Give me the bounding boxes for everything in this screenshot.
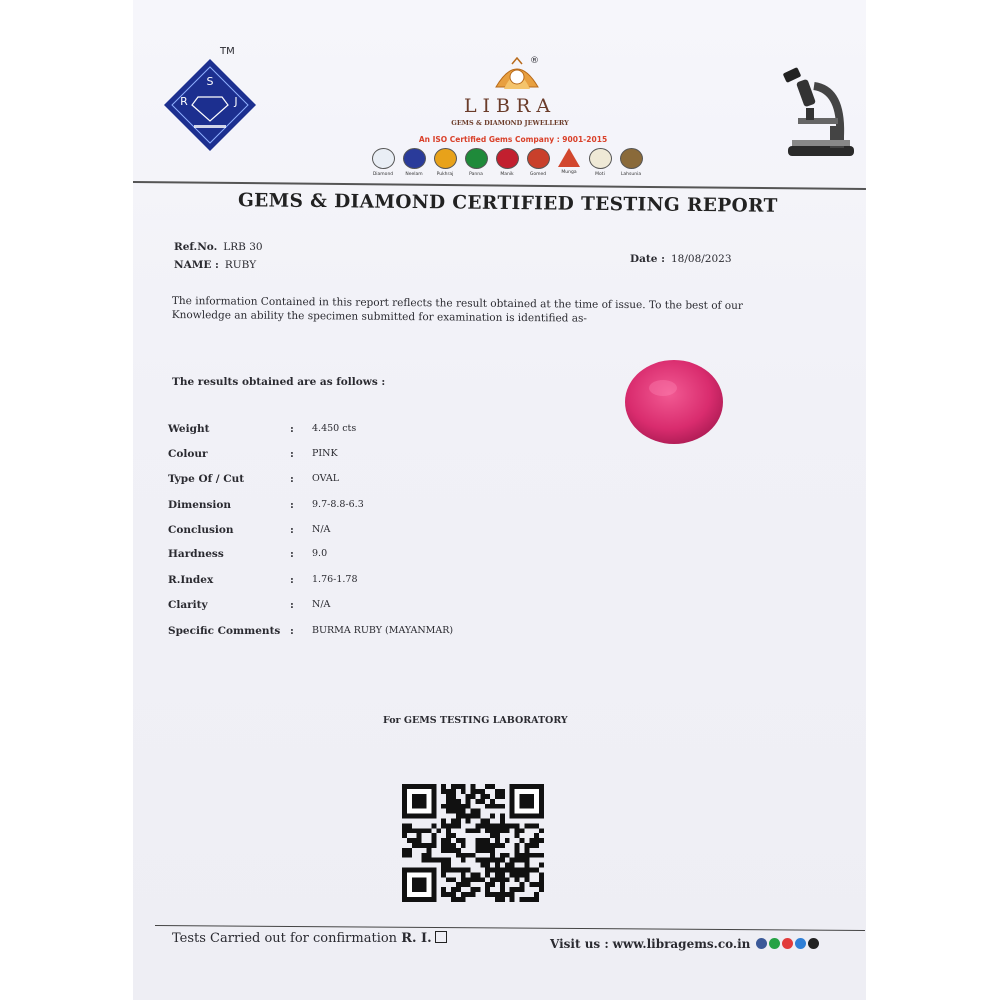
result-row-cut: Type Of / Cut : OVAL <box>168 473 340 485</box>
result-row-hardness: Hardness : 9.0 <box>168 548 328 560</box>
report-title: GEMS & DIAMOND CERTIFIED TESTING REPORT <box>237 190 778 217</box>
diamond-stone-icon <box>372 148 395 169</box>
website-link[interactable]: www.libragems.co.in <box>612 937 751 951</box>
checkbox-icon <box>435 931 447 943</box>
result-row-clarity: Clarity : N/A <box>168 599 331 611</box>
iso-certification: An ISO Certified Gems Company : 9001-2015 <box>418 135 608 144</box>
result-row-colour: Colour : PINK <box>168 448 338 460</box>
result-row-dimension: Dimension : 9.7-8.8-6.3 <box>168 499 364 511</box>
result-row-weight: Weight : 4.450 cts <box>168 423 357 435</box>
brand-name: LIBRA <box>463 95 557 117</box>
manik-stone-icon <box>496 148 519 169</box>
gem-panna: Panna <box>463 148 489 177</box>
gem-pukhraj: Pukhraj <box>432 148 458 177</box>
brand-subtitle: GEMS & DIAMOND JEWELLERY <box>451 119 569 127</box>
confirmation-note: Tests Carried out for confirmation R. I. <box>172 931 447 946</box>
gomed-stone-icon <box>527 148 550 169</box>
results-heading: The results obtained are as follows : <box>172 376 386 388</box>
instagram-icon[interactable] <box>808 938 819 949</box>
gem-munga: Munga <box>556 148 582 175</box>
gem-lahsunia: Lahsunia <box>618 148 644 177</box>
registered-mark: ® <box>530 56 539 66</box>
result-row-conclusion: Conclusion : N/A <box>168 524 331 536</box>
munga-stone-icon <box>558 148 580 167</box>
website-line: Visit us : www.libragems.co.in <box>550 937 819 951</box>
trademark-mark: TM <box>220 46 235 57</box>
facebook-icon[interactable] <box>756 938 767 949</box>
gem-gomed: Gomed <box>525 148 551 177</box>
srj-logo <box>162 57 258 153</box>
svg-text:J: J <box>234 95 238 108</box>
panna-stone-icon <box>465 148 488 169</box>
lahsunia-stone-icon <box>620 148 643 169</box>
ruby-gem-photo <box>623 358 725 448</box>
neelam-stone-icon <box>403 148 426 169</box>
whatsapp-icon[interactable] <box>769 938 780 949</box>
youtube-icon[interactable] <box>782 938 793 949</box>
gem-diamond: Diamond <box>370 148 396 177</box>
svg-text:S: S <box>206 75 214 88</box>
gemstone-row <box>370 148 660 188</box>
gem-manik: Manik <box>494 148 520 177</box>
microscope-icon <box>778 66 858 166</box>
ref-number: Ref.No. LRB 30 <box>174 241 263 253</box>
qr-code[interactable] <box>402 784 544 902</box>
lab-signature-line: For GEMS TESTING LABORATORY <box>383 715 568 726</box>
intro-paragraph: The information Contained in this report reflects the result obtained at the time of issue. To the best of our Knowledge an ability the specimen submitted for examination is identified as- <box>171 294 743 325</box>
gem-neelam: Neelam <box>401 148 427 177</box>
gem-moti: Moti <box>587 148 613 177</box>
svg-text:R: R <box>180 95 188 108</box>
report-date: Date : 18/08/2023 <box>630 253 732 265</box>
result-row-comments: Specific Comments : BURMA RUBY (MAYANMAR) <box>168 625 454 637</box>
moti-stone-icon <box>589 148 612 169</box>
twitter-icon[interactable] <box>795 938 806 949</box>
specimen-name: NAME : RUBY <box>174 259 257 271</box>
result-row-rindex: R.Index : 1.76-1.78 <box>168 574 358 586</box>
pukhraj-stone-icon <box>434 148 457 169</box>
